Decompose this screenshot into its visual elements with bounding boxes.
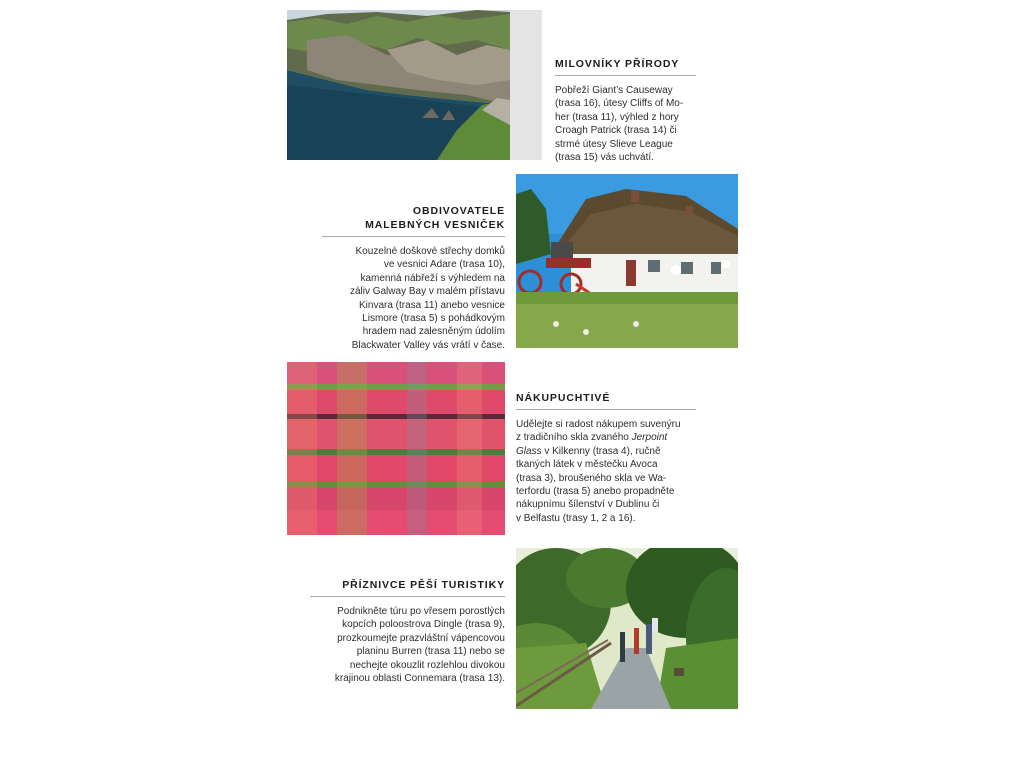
section-heading: OBDIVOVATELE MALEBNÝCH VESNIČEK (322, 204, 505, 237)
section-shoppers (516, 391, 696, 525)
woven-fabrics-photo (287, 362, 505, 535)
section-text: Udělejte si radost nákupem suvenýru z tradičního skla zvaného Jerpoint Glass v Kilkenny (trasa 4), ručně tkaných látek v městečku Avoca (trasa 3), broušeného skla ve Wa- terfordu (trasa 5) anebo propadněte nákupnímu šílenství v Dublinu či v Belfastu (trasy 1, 2 a 16). (516, 419, 681, 524)
section-text: Podnikněte túru po vřesem porostlých kopcích poloostrova Dingle (trasa 9), prozkoumejte prazvláštní vápencovou planinu Burren (trasa 11) nebo se nechejte okouzlit rozlehlou divokou krajinou oblasti Connemara (trasa 13). (334, 606, 505, 685)
thatched-cottage-photo (516, 174, 738, 348)
section-text: Pobřeží Giant’s Causeway (trasa 16), útesy Cliffs of Mo- her (trasa 11), výhled z hory Croagh Patrick (trasa 14) či strmé útesy Slieve League (trasa 15) vás uchvátí. (555, 85, 684, 164)
section-nature-lovers (555, 57, 696, 164)
section-text: Kouzelné doškové střechy domků ve vesnici Adare (trasa 10), kamenná nábřeží s výhledem na záliv Galway Bay v malém přístavu Kinvara (trasa 11) anebo vesnice Lismore (trasa 5) s pohádkovým hradem nad zalesněným údolím Blackwater Valley vás vrátí v čase. (349, 246, 505, 351)
section-heading: PŘÍZNIVCE PĚŠÍ TURISTIKY (310, 578, 505, 597)
section-village-admirers (322, 204, 505, 352)
section-hiking-fans (310, 578, 505, 685)
section-heading: NÁKUPUCHTIVÉ (516, 391, 696, 410)
photo-edge-strip (510, 10, 542, 160)
forest-path-photo (516, 548, 738, 709)
sea-cliffs-photo (287, 10, 510, 160)
section-heading: MILOVNÍKY PŘÍRODY (555, 57, 696, 76)
